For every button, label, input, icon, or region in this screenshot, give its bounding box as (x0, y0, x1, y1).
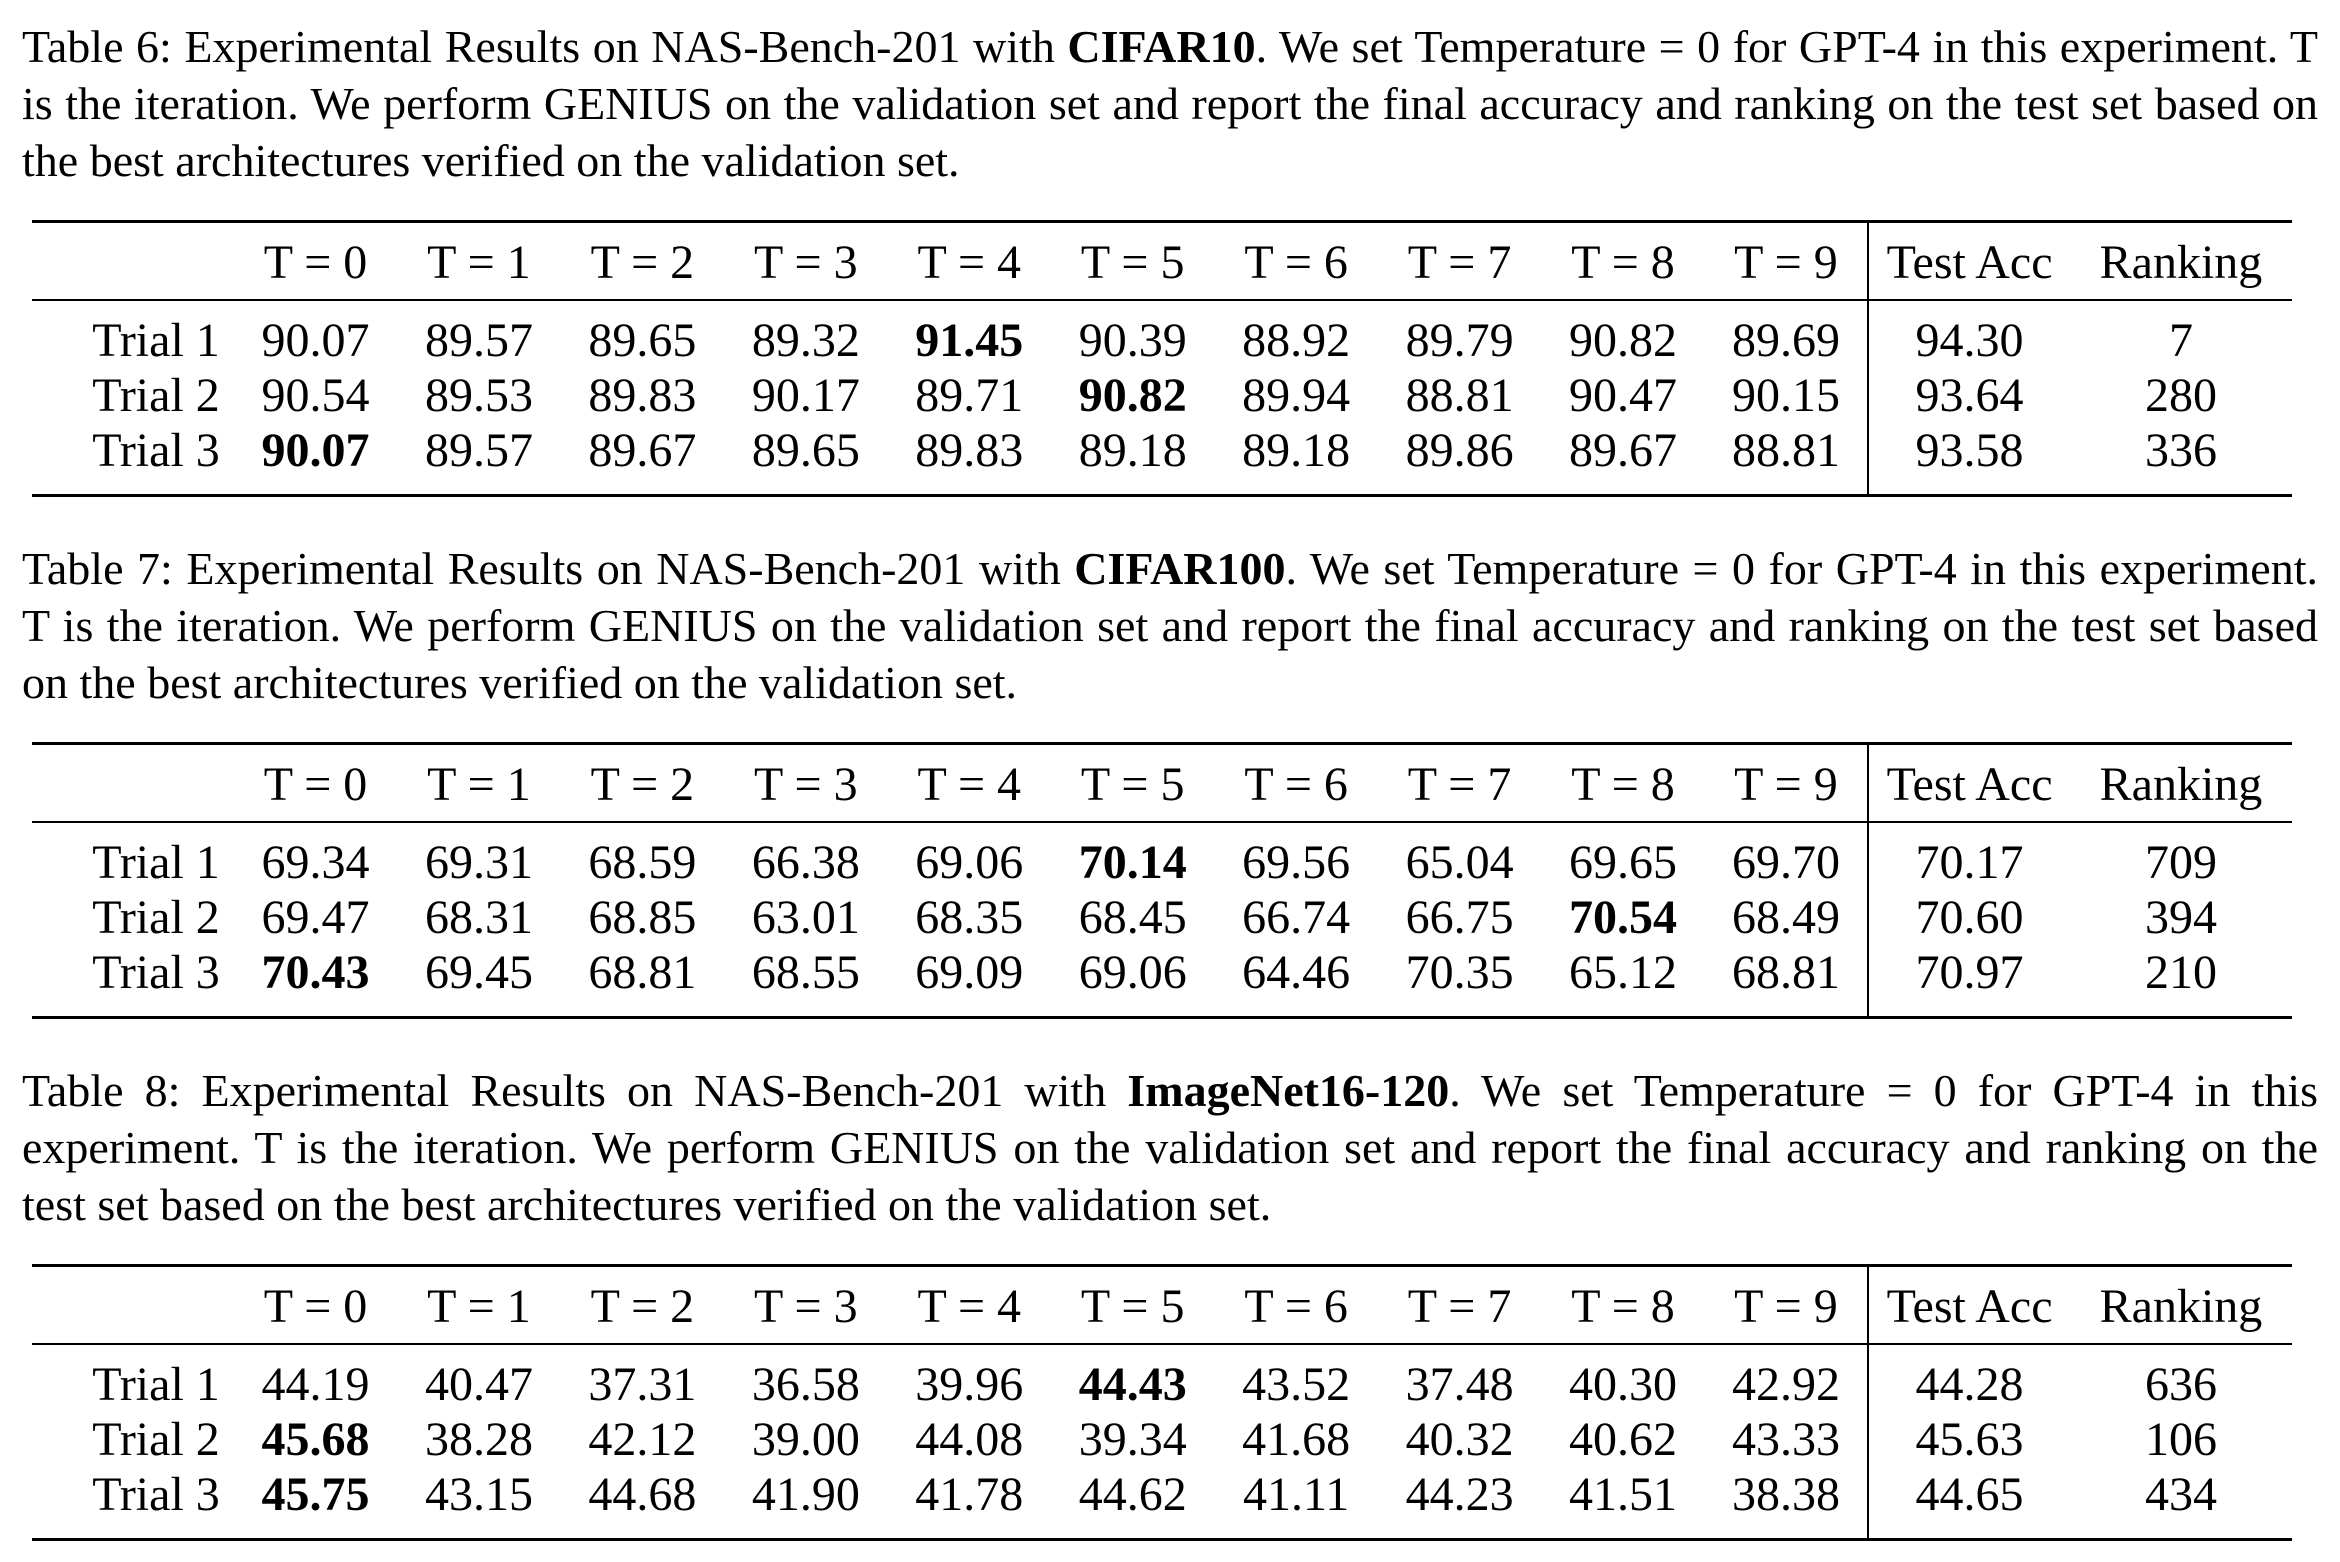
best-accuracy-cell: 91.45 (915, 313, 1024, 367)
accuracy-cell: 64.46 (1242, 945, 1351, 999)
accuracy-cell: 90.54 (261, 368, 370, 422)
accuracy-cell: 41.51 (1569, 1467, 1677, 1521)
accuracy-cell: 40.47 (424, 1357, 533, 1411)
table-row (32, 945, 2292, 1018)
accuracy-cell: 89.83 (915, 423, 1024, 477)
accuracy-cell: 41.78 (915, 1467, 1024, 1521)
ranking-cell: 636 (2144, 1357, 2217, 1411)
corner-header (32, 222, 234, 300)
iteration-header: T = 6 (1214, 744, 1377, 822)
header-row (32, 222, 2292, 300)
caption-text: . We set Temperature = 0 for GPT-4 in this experiment. T is the iteration. We perform GENIUS on the validation set and report the final accuracy and ranking on the test set based on the best architectures verified on the validation set. (22, 21, 2319, 186)
accuracy-cell: 89.86 (1405, 423, 1514, 477)
accuracy-cell: 69.45 (424, 945, 533, 999)
table-row (32, 1412, 2292, 1467)
ranking-cell: 336 (2144, 423, 2217, 477)
accuracy-cell: 90.39 (1078, 313, 1187, 367)
accuracy-cell: 37.48 (1405, 1357, 1514, 1411)
accuracy-cell: 41.68 (1242, 1412, 1351, 1466)
ranking-cell: 210 (2144, 945, 2217, 999)
trial-label: Trial 1 (92, 1357, 220, 1411)
ranking-cell: 280 (2144, 368, 2217, 422)
iteration-header: T = 1 (397, 744, 560, 822)
accuracy-cell: 44.62 (1078, 1467, 1187, 1521)
accuracy-cell: 43.33 (1731, 1412, 1840, 1466)
test-acc-cell: 45.63 (1868, 1412, 2070, 1467)
accuracy-cell: 68.85 (588, 890, 697, 944)
iteration-header: T = 6 (1214, 1266, 1377, 1344)
ranking-header: Ranking (2070, 744, 2292, 822)
accuracy-cell: 68.31 (424, 890, 533, 944)
trial-label: Trial 1 (92, 835, 220, 889)
accuracy-cell: 63.01 (751, 890, 860, 944)
accuracy-cell: 43.52 (1242, 1357, 1351, 1411)
accuracy-cell: 69.34 (261, 835, 370, 889)
iteration-header: T = 0 (234, 744, 397, 822)
caption-text: Experimental Results on NAS-Bench-201 with (201, 1065, 1128, 1116)
accuracy-cell: 40.30 (1569, 1357, 1677, 1411)
iteration-header: T = 2 (561, 744, 724, 822)
accuracy-cell: 90.82 (1569, 313, 1677, 367)
accuracy-cell: 68.45 (1078, 890, 1187, 944)
iteration-header: T = 6 (1214, 222, 1377, 300)
table-row (32, 1467, 2292, 1540)
accuracy-cell: 44.68 (588, 1467, 697, 1521)
caption-text: Experimental Results on NAS-Bench-201 with (184, 21, 1068, 72)
accuracy-cell: 39.34 (1078, 1412, 1187, 1466)
iteration-header: T = 1 (397, 222, 560, 300)
iteration-header: T = 5 (1051, 1266, 1214, 1344)
accuracy-cell: 66.75 (1405, 890, 1514, 944)
accuracy-cell: 42.92 (1731, 1357, 1840, 1411)
accuracy-cell: 89.83 (588, 368, 697, 422)
accuracy-cell: 70.35 (1405, 945, 1514, 999)
accuracy-cell: 68.81 (588, 945, 697, 999)
test-acc-cell: 44.28 (1868, 1344, 2070, 1412)
best-accuracy-cell: 45.75 (261, 1467, 370, 1521)
test-acc-header: Test Acc (1868, 744, 2070, 822)
iteration-header: T = 0 (234, 1266, 397, 1344)
accuracy-cell: 69.31 (424, 835, 533, 889)
table-row (32, 300, 2292, 368)
header-row (32, 744, 2292, 822)
accuracy-cell: 68.59 (588, 835, 697, 889)
best-accuracy-cell: 90.07 (261, 423, 370, 477)
accuracy-cell: 89.53 (424, 368, 533, 422)
iteration-header: T = 4 (888, 1266, 1051, 1344)
caption-text: . We set Temperature = 0 for GPT-4 in this experiment. T is the iteration. We perform GENIUS on the validation set and report the final accuracy and ranking on the test set based on the best architectures verified on the validation set. (22, 1065, 2318, 1230)
accuracy-cell: 39.00 (751, 1412, 860, 1466)
accuracy-cell: 69.65 (1569, 835, 1677, 889)
table-row (32, 822, 2292, 890)
iteration-header: T = 2 (561, 222, 724, 300)
ranking-header: Ranking (2070, 222, 2292, 300)
trial-label: Trial 3 (92, 1467, 220, 1521)
accuracy-cell: 68.81 (1731, 945, 1840, 999)
caption-text: . We set Temperature = 0 for GPT-4 in this experiment. T is the iteration. We perform GENIUS on the validation set and report the final accuracy and ranking on the test set based on the best architectures verified on the validation set. (22, 543, 2318, 708)
accuracy-cell: 89.18 (1078, 423, 1187, 477)
accuracy-cell: 39.96 (915, 1357, 1024, 1411)
accuracy-cell: 89.67 (1569, 423, 1677, 477)
accuracy-cell: 38.38 (1731, 1467, 1840, 1521)
accuracy-cell: 65.12 (1569, 945, 1677, 999)
results-table-cifar100 (32, 742, 2292, 1019)
iteration-header: T = 8 (1541, 1266, 1704, 1344)
test-acc-cell: 93.64 (1868, 368, 2070, 423)
accuracy-cell: 69.06 (915, 835, 1024, 889)
accuracy-cell: 89.18 (1242, 423, 1351, 477)
trial-label: Trial 2 (92, 368, 220, 422)
best-accuracy-cell: 90.82 (1078, 368, 1187, 422)
accuracy-cell: 90.15 (1731, 368, 1840, 422)
accuracy-cell: 68.49 (1731, 890, 1840, 944)
iteration-header: T = 9 (1705, 744, 1868, 822)
table-label: Table 6: (22, 21, 172, 72)
accuracy-cell: 89.65 (751, 423, 860, 477)
accuracy-cell: 90.07 (261, 313, 370, 367)
test-acc-cell: 44.65 (1868, 1467, 2070, 1540)
iteration-header: T = 1 (397, 1266, 560, 1344)
iteration-header: T = 8 (1541, 222, 1704, 300)
table-label: Table 8: (22, 1065, 181, 1116)
trial-label: Trial 1 (92, 313, 220, 367)
accuracy-cell: 88.92 (1242, 313, 1351, 367)
table-row (32, 890, 2292, 945)
accuracy-cell: 88.81 (1731, 423, 1840, 477)
iteration-header: T = 7 (1378, 222, 1541, 300)
table-6-caption (22, 18, 2318, 189)
trial-label: Trial 2 (92, 1412, 220, 1466)
ranking-cell: 106 (2144, 1412, 2217, 1466)
accuracy-cell: 44.19 (261, 1357, 370, 1411)
accuracy-cell: 69.47 (261, 890, 370, 944)
accuracy-cell: 37.31 (588, 1357, 697, 1411)
iteration-header: T = 5 (1051, 744, 1214, 822)
accuracy-cell: 89.71 (915, 368, 1024, 422)
results-table-imagenet16-120 (32, 1264, 2292, 1541)
iteration-header: T = 3 (724, 1266, 887, 1344)
iteration-header: T = 4 (888, 222, 1051, 300)
accuracy-cell: 65.04 (1405, 835, 1514, 889)
accuracy-cell: 42.12 (588, 1412, 697, 1466)
accuracy-cell: 44.23 (1405, 1467, 1514, 1521)
test-acc-header: Test Acc (1868, 1266, 2070, 1344)
test-acc-cell: 94.30 (1868, 300, 2070, 368)
accuracy-cell: 69.56 (1242, 835, 1351, 889)
accuracy-cell: 36.58 (751, 1357, 860, 1411)
header-row (32, 1266, 2292, 1344)
trial-label: Trial 3 (92, 945, 220, 999)
iteration-header: T = 2 (561, 1266, 724, 1344)
accuracy-cell: 89.94 (1242, 368, 1351, 422)
ranking-cell: 709 (2144, 835, 2217, 889)
best-accuracy-cell: 44.43 (1078, 1357, 1187, 1411)
iteration-header: T = 9 (1705, 1266, 1868, 1344)
accuracy-cell: 41.11 (1243, 1467, 1350, 1521)
accuracy-cell: 40.62 (1569, 1412, 1677, 1466)
accuracy-cell: 66.38 (751, 835, 860, 889)
accuracy-cell: 88.81 (1405, 368, 1514, 422)
iteration-header: T = 8 (1541, 744, 1704, 822)
best-accuracy-cell: 45.68 (261, 1412, 370, 1466)
dataset-name: CIFAR10 (1067, 21, 1256, 72)
accuracy-cell: 68.35 (915, 890, 1024, 944)
dataset-name: CIFAR100 (1074, 543, 1286, 594)
caption-text: Experimental Results on NAS-Bench-201 with (186, 543, 1075, 594)
accuracy-cell: 68.55 (751, 945, 860, 999)
table-7-caption (22, 540, 2318, 711)
test-acc-header: Test Acc (1868, 222, 2070, 300)
iteration-header: T = 4 (888, 744, 1051, 822)
iteration-header: T = 0 (234, 222, 397, 300)
accuracy-cell: 66.74 (1242, 890, 1351, 944)
accuracy-cell: 43.15 (424, 1467, 533, 1521)
accuracy-cell: 90.17 (751, 368, 860, 422)
iteration-header: T = 5 (1051, 222, 1214, 300)
ranking-cell: 7 (2168, 313, 2193, 367)
ranking-cell: 434 (2144, 1467, 2217, 1521)
iteration-header: T = 7 (1378, 1266, 1541, 1344)
accuracy-cell: 41.90 (751, 1467, 860, 1521)
accuracy-cell: 89.69 (1731, 313, 1840, 367)
best-accuracy-cell: 70.43 (261, 945, 370, 999)
table-8-caption (22, 1062, 2318, 1233)
iteration-header: T = 9 (1705, 222, 1868, 300)
accuracy-cell: 69.70 (1731, 835, 1840, 889)
best-accuracy-cell: 70.54 (1569, 890, 1677, 944)
table-row (32, 368, 2292, 423)
trial-label: Trial 3 (92, 423, 220, 477)
test-acc-cell: 93.58 (1868, 423, 2070, 496)
table-row (32, 423, 2292, 496)
results-table-cifar10 (32, 220, 2292, 497)
accuracy-cell: 90.47 (1569, 368, 1677, 422)
accuracy-cell: 89.79 (1405, 313, 1514, 367)
ranking-cell: 394 (2144, 890, 2217, 944)
accuracy-cell: 38.28 (424, 1412, 533, 1466)
accuracy-cell: 89.57 (424, 423, 533, 477)
corner-header (32, 1266, 234, 1344)
test-acc-cell: 70.60 (1868, 890, 2070, 945)
iteration-header: T = 7 (1378, 744, 1541, 822)
accuracy-cell: 89.67 (588, 423, 697, 477)
accuracy-cell: 69.09 (915, 945, 1024, 999)
accuracy-cell: 44.08 (915, 1412, 1024, 1466)
best-accuracy-cell: 70.14 (1078, 835, 1187, 889)
trial-label: Trial 2 (92, 890, 220, 944)
iteration-header: T = 3 (724, 222, 887, 300)
accuracy-cell: 89.65 (588, 313, 697, 367)
accuracy-cell: 69.06 (1078, 945, 1187, 999)
test-acc-cell: 70.97 (1868, 945, 2070, 1018)
table-row (32, 1344, 2292, 1412)
dataset-name: ImageNet16-120 (1127, 1065, 1450, 1116)
accuracy-cell: 89.57 (424, 313, 533, 367)
corner-header (32, 744, 234, 822)
test-acc-cell: 70.17 (1868, 822, 2070, 890)
ranking-header: Ranking (2070, 1266, 2292, 1344)
accuracy-cell: 40.32 (1405, 1412, 1514, 1466)
table-label: Table 7: (22, 543, 173, 594)
iteration-header: T = 3 (724, 744, 887, 822)
accuracy-cell: 89.32 (751, 313, 860, 367)
